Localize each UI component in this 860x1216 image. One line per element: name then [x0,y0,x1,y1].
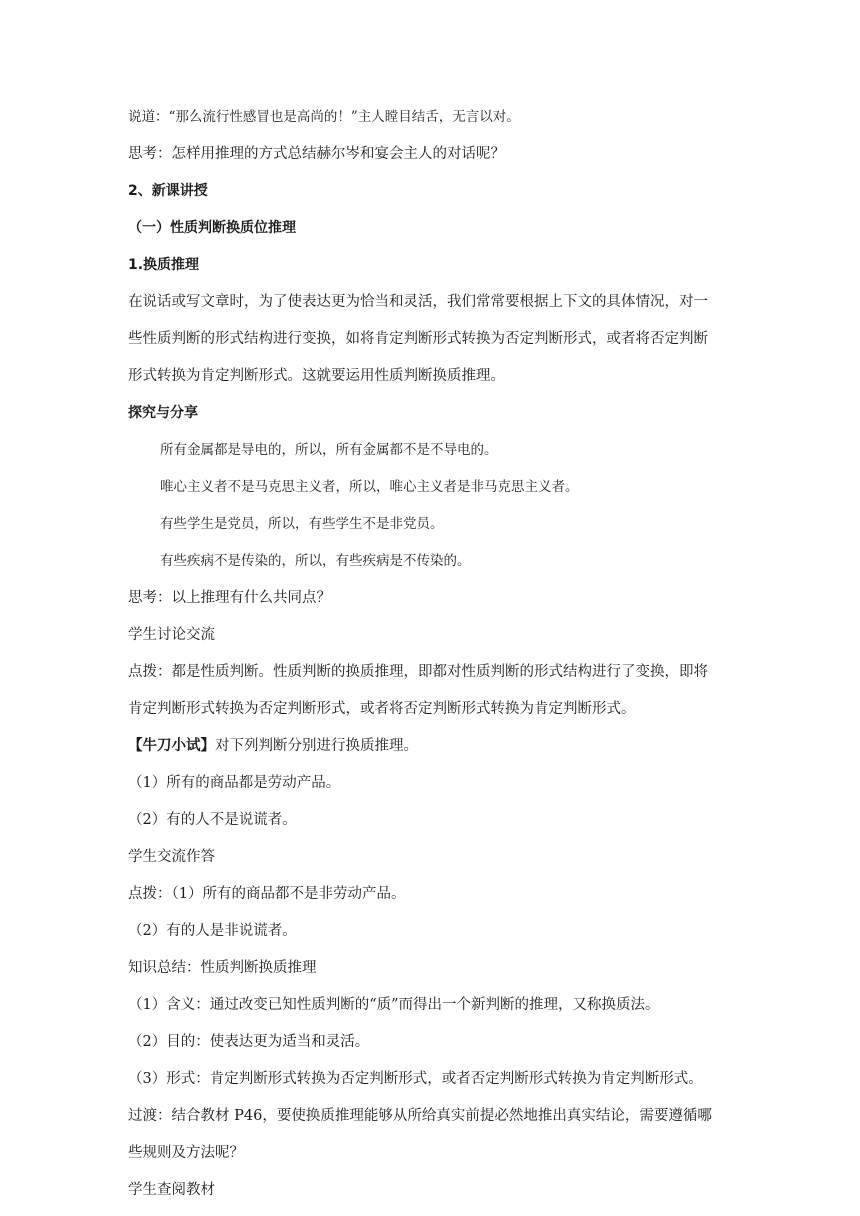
student-answer: 学生交流作答 [128,849,215,865]
practice-line [128,735,740,757]
intro-line-1: 在说话或写文章时，为了使表达更为恰当和灵活，我们常常要根据上下文的具体情况，对一 [128,294,708,310]
intro-line-3: 形式转换为肯定判断形式。这就要运用性质判断换质推理。 [128,368,505,384]
example-4: 有些疾病不是传染的，所以，有些疾病是不传染的。 [160,553,471,569]
practice-instruction: 对下列判断分别进行换质推理。 [215,738,418,754]
summary-form: （3）形式：肯定判断形式转换为否定判断形式，或者否定判断形式转换为肯定判断形式。 [128,1071,703,1087]
transition-paragraph [128,1105,740,1164]
guidance-line-1: 点拨：都是性质判断。性质判断的换质推理，即都对性质判断的形式结构进行了变换，即将 [128,664,708,680]
practice-tag: 【牛刀小试】 [128,738,215,754]
transition-line-1: 过渡：结合教材 P46，要使换质推理能够从所给真实前提必然地推出真实结论，需要遵循哪 [128,1108,712,1124]
guidance-paragraph [128,661,740,720]
example-3: 有些学生是党员，所以，有些学生不是非党员。 [160,516,444,532]
answer-2: （2）有的人是非说谎者。 [128,923,297,939]
practice-item-1: （1）所有的商品都是劳动产品。 [128,775,341,791]
example-2: 唯心主义者不是马克思主义者，所以，唯心主义者是非马克思主义者。 [160,479,579,495]
example-1: 所有金属都是导电的，所以，所有金属都不是不导电的。 [160,442,498,458]
guidance-line-2: 肯定判断形式转换为否定判断形式，或者将否定判断形式转换为肯定判断形式。 [128,701,636,717]
topic-heading-conversion: 1.换质推理 [128,257,200,273]
summary-purpose: （2）目的：使表达更为适当和灵活。 [128,1034,370,1050]
student-discussion: 学生讨论交流 [128,627,215,643]
practice-item-2: （2）有的人不是说谎者。 [128,812,297,828]
transition-line-2: 些规则及方法呢？ [128,1145,244,1161]
document-page [128,106,740,1216]
think-question-2: 思考：以上推理有什么共同点？ [128,590,331,606]
think-question-1: 思考：怎样用推理的方式总结赫尔岑和宴会主人的对话呢？ [128,146,505,162]
summary-meaning: （1）含义：通过改变已知性质判断的“质”而得出一个新判断的推理，又称换质法。 [128,997,660,1013]
intro-paragraph [128,291,740,387]
story-closing-line: 说道：“那么流行性感冒也是高尚的！”主人瞠目结舌，无言以对。 [128,109,520,125]
knowledge-summary: 知识总结：性质判断换质推理 [128,960,317,976]
section-heading-new-lesson: 2、新课讲授 [128,183,208,199]
explore-share-heading: 探究与分享 [128,405,198,421]
student-read-textbook: 学生查阅教材 [128,1182,215,1198]
answer-1: 点拨：（1）所有的商品都不是非劳动产品。 [128,886,406,902]
intro-line-2: 些性质判断的形式结构进行变换，如将肯定判断形式转换为否定判断形式，或者将否定判断 [128,331,708,347]
subsection-heading: （一）性质判断换质位推理 [128,220,296,236]
